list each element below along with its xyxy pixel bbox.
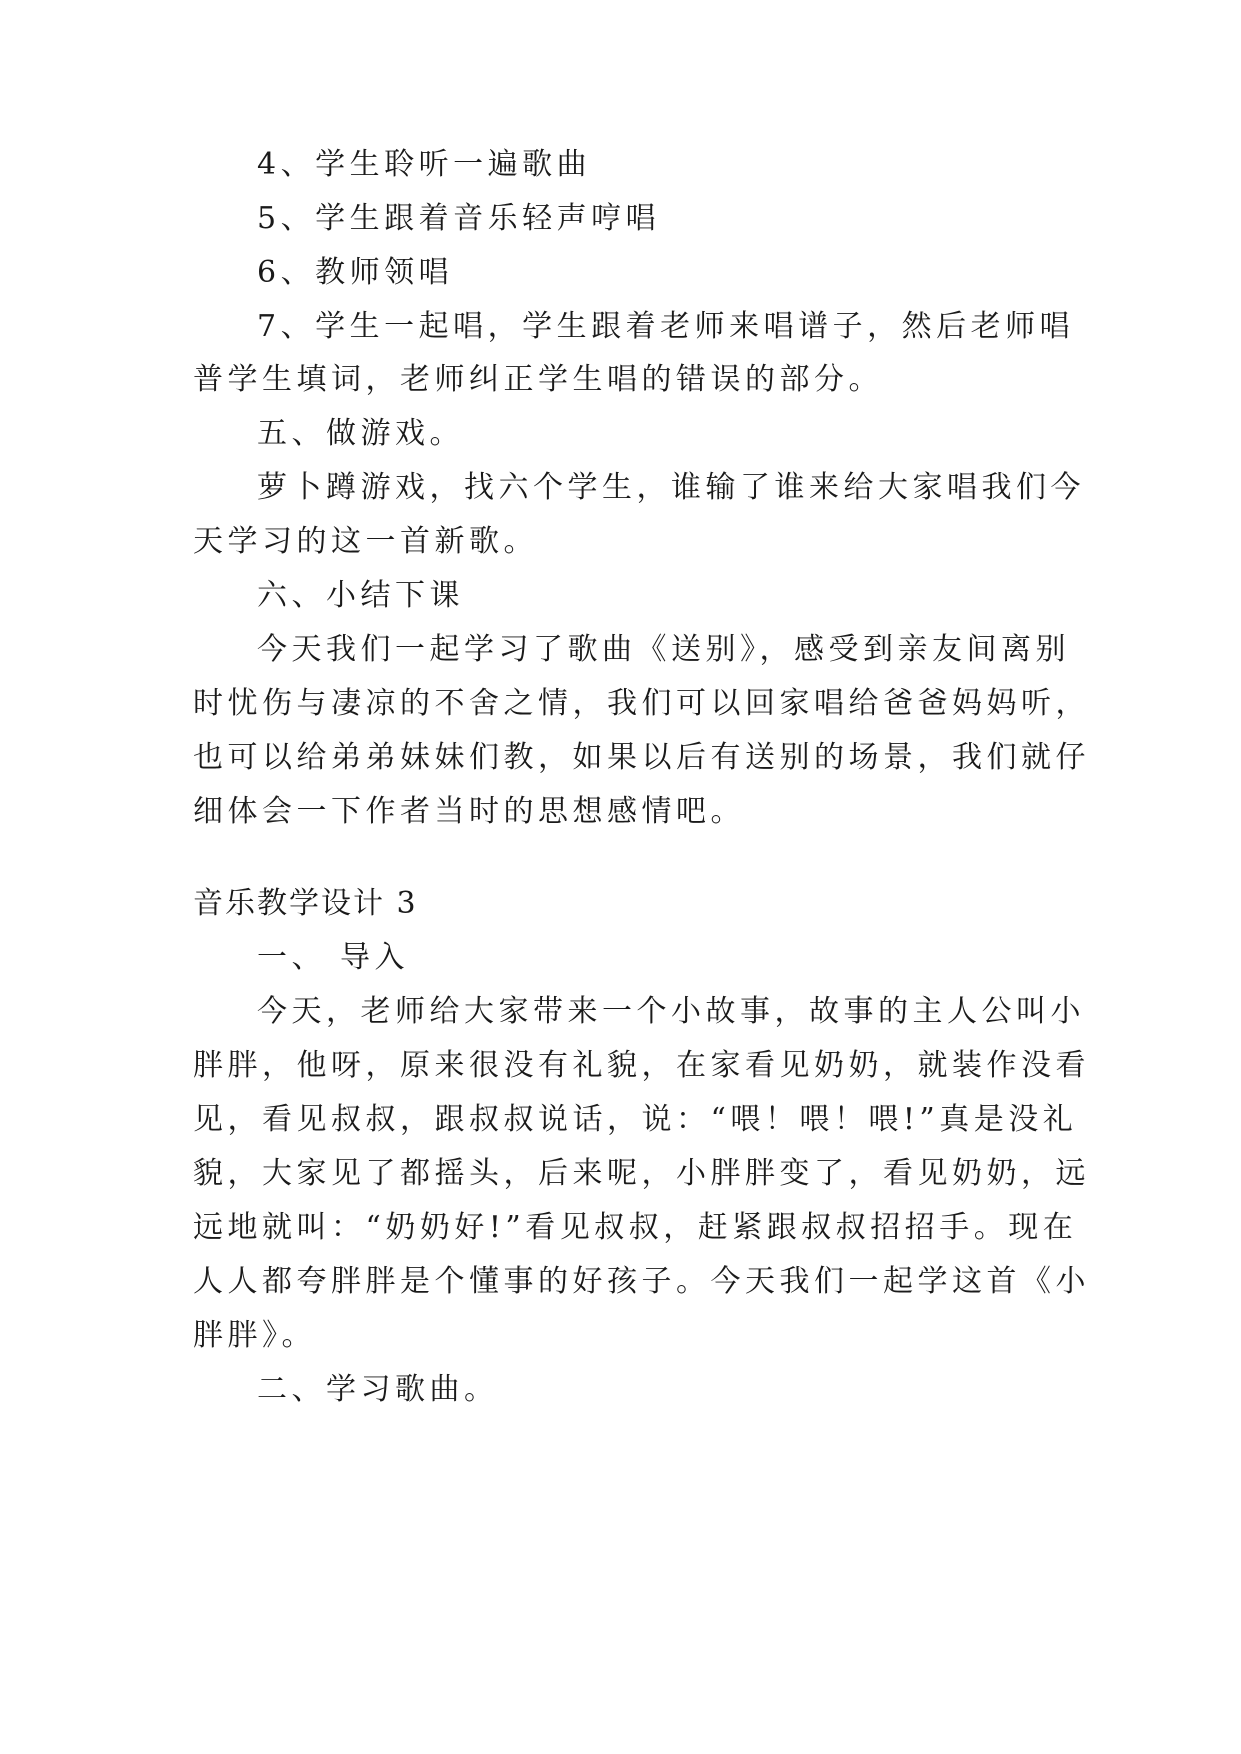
step-4: 4、学生聆听一遍歌曲 (257, 147, 592, 182)
section-3-part-1-title: 一、 导入 (257, 940, 410, 975)
intro-line-3: 见，看见叔叔，跟叔叔说话，说：“喂！喂！喂!”真是没礼 (193, 1102, 1078, 1137)
intro-line-7: 胖胖》。 (193, 1318, 316, 1353)
part-6-title: 六、小结下课 (257, 578, 464, 613)
intro-line-4: 貌，大家见了都摇头，后来呢，小胖胖变了，看见奶奶，远 (193, 1156, 1090, 1191)
intro-line-1: 今天，老师给大家带来一个小故事，故事的主人公叫小 (257, 994, 1085, 1029)
step-6: 6、教师领唱 (257, 255, 454, 290)
step-7-line-2: 普学生填词，老师纠正学生唱的错误的部分。 (193, 362, 883, 397)
step-5: 5、学生跟着音乐轻声哼唱 (257, 201, 661, 236)
intro-line-6: 人人都夸胖胖是个懂事的好孩子。今天我们一起学这首《小 (193, 1264, 1090, 1299)
step-7-line-1: 7、学生一起唱，学生跟着老师来唱谱子，然后老师唱 (257, 309, 1075, 344)
part-6-line-2: 时忧伤与凄凉的不舍之情，我们可以回家唱给爸爸妈妈听， (193, 686, 1090, 721)
part-5-line-2: 天学习的这一首新歌。 (193, 524, 538, 559)
part-6-line-1: 今天我们一起学习了歌曲《送别》，感受到亲友间离别 (257, 632, 1070, 667)
part-6-line-4: 细体会一下作者当时的思想感情吧。 (193, 794, 745, 829)
part-6-line-3: 也可以给弟弟妹妹们教，如果以后有送别的场景，我们就仔 (193, 740, 1090, 775)
intro-line-2: 胖胖，他呀，原来很没有礼貌，在家看见奶奶，就装作没看 (193, 1048, 1090, 1083)
section-3-part-2-title: 二、学习歌曲。 (257, 1372, 499, 1407)
intro-line-5: 远地就叫：“奶奶好!”看见叔叔，赶紧跟叔叔招招手。现在 (193, 1210, 1078, 1245)
part-5-title: 五、做游戏。 (257, 416, 464, 451)
part-5-line-1: 萝卜蹲游戏，找六个学生，谁输了谁来给大家唱我们今 (257, 470, 1085, 505)
section-3-title: 音乐教学设计 3 (193, 886, 418, 921)
